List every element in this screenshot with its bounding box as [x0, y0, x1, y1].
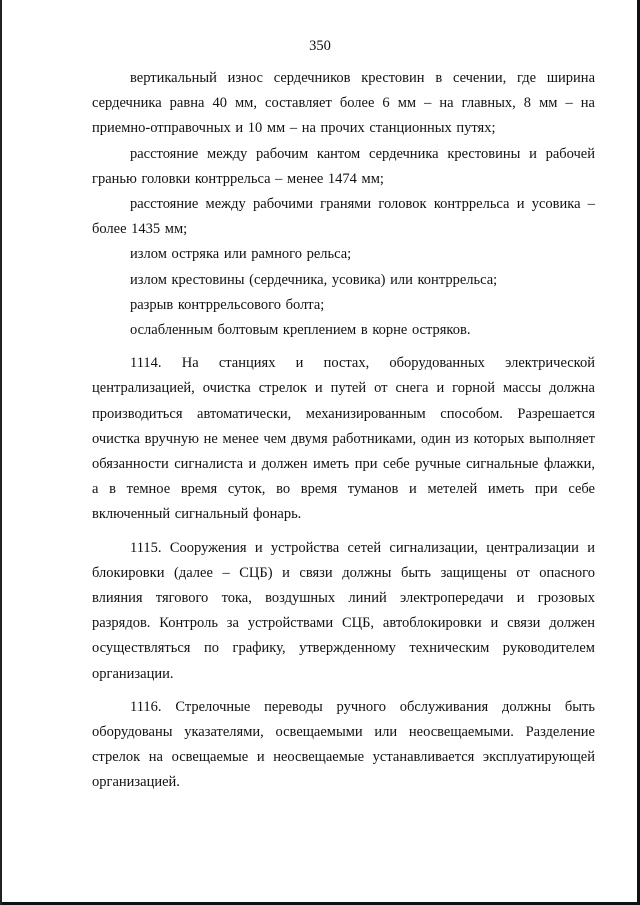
- paragraph-frog-break: излом крестовины (сердечника, усовика) или контррельса;: [130, 271, 498, 288]
- paragraph-switch-blade-break: излом остряка или рамного рельса;: [130, 246, 352, 263]
- paragraph-core-wear: вертикальный износ сердечников крестовин в сечении, где ширина сердечника равна 40 мм, составляет более 6 мм – на главных, 8 мм – на приемно-отправочных и 10 мм – на прочих станционных путях;: [92, 70, 595, 137]
- paragraph-guard-rail-distance: расстояние между рабочими гранями головок контррельса и усовика – более 1435 мм;: [92, 196, 595, 238]
- page-content: [92, 66, 595, 796]
- paragraph-loose-fastening: ослабленным болтовым креплением в корне остряков.: [130, 322, 471, 339]
- paragraph-1115: 1115. Сооружения и устройства сетей сигнализации, централизации и блокировки (далее – СЦБ) и связи должны быть защищены от опасного влияния тягового тока, воздушных линий электропередачи и грозовых разрядов. Контроль за устройствами СЦБ, автоблокировки и связи должен осуществляться по графику, утвержденному техническим руководителем организации.: [92, 539, 595, 682]
- scan-edge: [0, 0, 2, 905]
- paragraph-bolt-break: разрыв контррельсового болта;: [130, 296, 325, 313]
- paragraph-1114: 1114. На станциях и постах, оборудованных электрической централизацией, очистка стрелок и путей от снега и горной массы должна производиться автоматически, механизированным способом. Разрешается очистка вручную не менее чем двумя работниками, один из которых выполняет обязанности сигналиста и должен иметь при себе ручные сигнальные флажки, а в темное время суток, во время туманов и метелей иметь при себе включенный сигнальный фонарь.: [92, 355, 595, 523]
- page-number: 350: [309, 38, 331, 54]
- paragraph-core-distance: расстояние между рабочим кантом сердечника крестовины и рабочей гранью головки контррельса – менее 1474 мм;: [92, 145, 595, 187]
- paragraph-1116: 1116. Стрелочные переводы ручного обслуживания должны быть оборудованы указателями, освещаемыми или неосвещаемыми. Разделение стрелок на освещаемые и неосвещаемые устанавливается эксплуатирующей организацией.: [92, 698, 595, 791]
